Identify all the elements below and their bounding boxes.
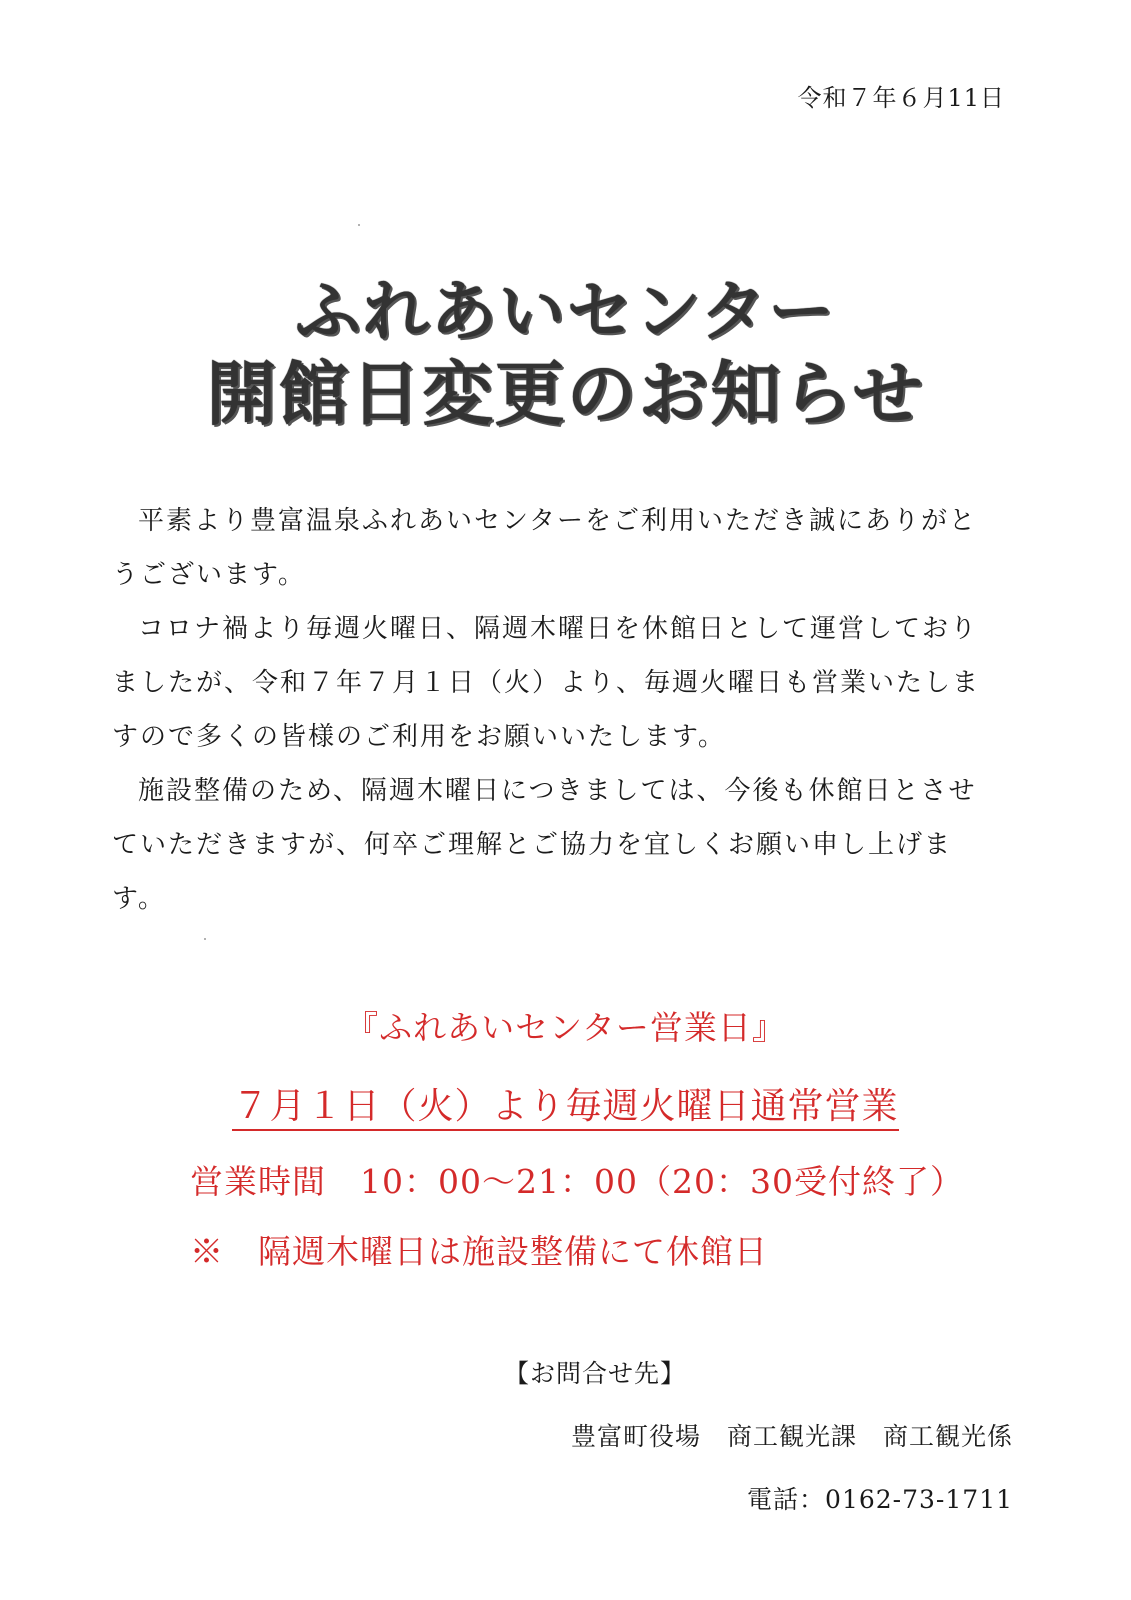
notice-hours: 営業時間 10：00～21：00（20：30受付終了） (190, 1162, 964, 1201)
title-line-1: ふれあいセンター (294, 273, 837, 350)
contact-label: 【お問合せ先】 (504, 1359, 687, 1388)
scan-speck (358, 224, 360, 226)
document-date: 令和７年６月11日 (797, 84, 1005, 112)
contact-phone: 電話：0162-73-1711 (747, 1485, 1013, 1514)
body-paragraph: 施設整備のため、隔週木曜日につきましては、今後も休館日とさせていただきますが、何卒ご理解とご協力を宜しくお願い申し上げます。 (112, 776, 977, 914)
body-text (112, 494, 982, 926)
notice-note: ※ 隔週木曜日は施設整備にて休館日 (190, 1232, 768, 1271)
notice-header: 『ふれあいセンター営業日』 (345, 1008, 786, 1047)
notice-main (0, 1078, 1131, 1129)
contact-department: 豊富町役場 商工観光課 商工観光係 (570, 1422, 1013, 1451)
notice-main-text: ７月１日（火）より毎週火曜日通常営業 (232, 1086, 898, 1131)
body-paragraph: コロナ禍より毎週火曜日、隔週木曜日を休館日として運営しておりましたが、令和７年７月１日（火）より、毎週火曜日も営業いたしますので多くの皆様のご利用をお願いいたします。 (112, 614, 981, 752)
body-paragraph: 平素より豊富温泉ふれあいセンターをご利用いただき誠にありがとうございます。 (112, 506, 977, 590)
scan-speck (204, 938, 206, 940)
title-line-2: 開館日変更のお知らせ (206, 353, 925, 435)
